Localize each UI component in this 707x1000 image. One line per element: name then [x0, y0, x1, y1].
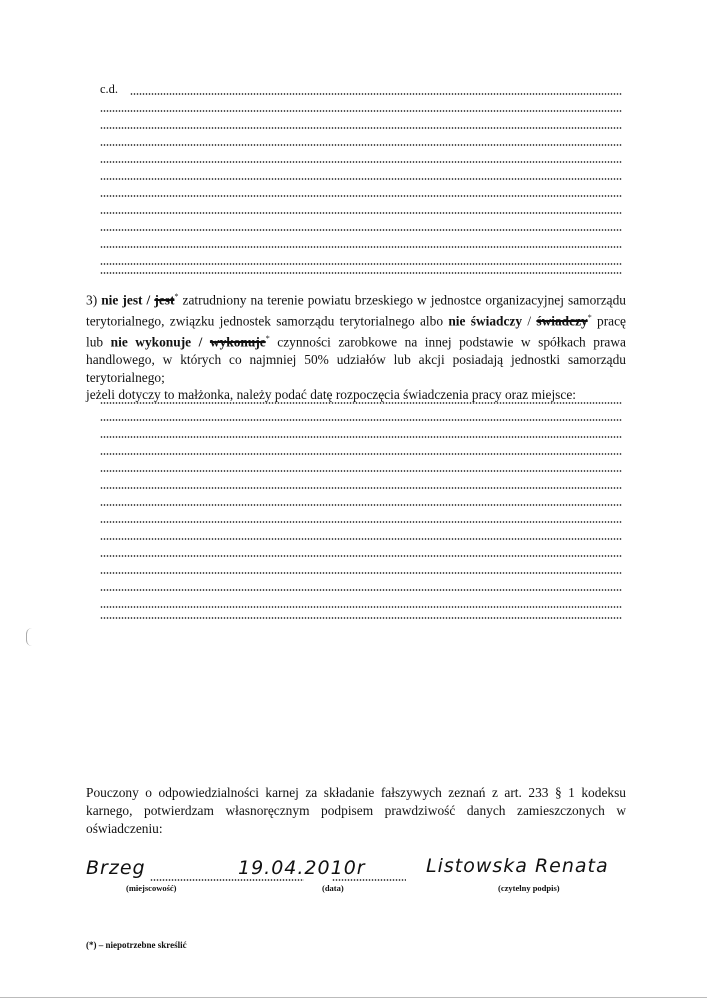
scan-edge — [0, 997, 707, 998]
signature-handwritten: Listowska Renata — [426, 855, 609, 877]
asterisk: * — [265, 334, 270, 344]
dotted-line — [100, 436, 622, 438]
item-3-paragraph — [86, 288, 626, 404]
dotted-line — [100, 470, 622, 472]
option-nie-swiadczy: nie świadczy — [448, 313, 523, 329]
slash: / — [522, 313, 537, 329]
dotted-line — [100, 487, 622, 489]
place-dotted-line — [150, 879, 304, 881]
dotted-line — [100, 263, 622, 265]
item-text-1: zatrudniony na terenie powiatu brzeskiego w jednostce organizacyjnej samorządu terytorialnego, związku jednostek samorządu terytorialnego albo — [86, 292, 627, 329]
dotted-line — [100, 555, 622, 557]
footnote: (*) – niepotrzebne skreślić — [86, 940, 187, 950]
dotted-line — [100, 212, 622, 214]
dotted-line — [100, 521, 622, 523]
dotted-line — [100, 246, 622, 248]
dotted-line — [100, 272, 622, 274]
dotted-line — [100, 419, 622, 421]
dotted-line — [100, 606, 622, 608]
option-wykonuje-struck: wykonuje — [209, 334, 266, 350]
place-handwritten: Brzeg — [86, 857, 146, 879]
dotted-line — [100, 617, 622, 619]
date-caption: (data) — [322, 883, 344, 893]
dotted-line — [100, 195, 622, 197]
option-nie-jest: nie jest / — [101, 292, 151, 308]
spouse-note: jeżeli dotyczy to małżonka, należy podać datę rozpoczęcia świadczenia pracy oraz miejsce: — [86, 387, 576, 403]
dotted-line — [100, 589, 622, 591]
item-number: 3) — [86, 292, 98, 308]
item-text-3: czynności zarobkowe na innej podstawie w spółkach prawa handlowego, w których co najmniej 50% udziałów lub akcji posiadają jednostki samorządu terytorialnego; — [86, 334, 626, 385]
signature-caption: (czytelny podpis) — [498, 883, 560, 893]
signature-row — [86, 855, 646, 915]
dotted-line — [100, 538, 622, 540]
dotted-line — [100, 144, 622, 146]
option-jest-struck: jest — [154, 292, 175, 308]
date-handwritten: 19.04.2010r — [238, 857, 366, 879]
dotted-line — [100, 229, 622, 231]
dotted-line — [100, 453, 622, 455]
continued-label: c.d. — [100, 82, 119, 96]
liability-statement: Pouczony o odpowiedzialności karnej za składanie fałszywych zeznań z art. 233 § 1 kodeksu karnego, potwierdzam własnoręcznym podpisem prawdziwość danych zamieszczonych w oświadczeniu: — [86, 785, 626, 836]
dotted-line — [100, 178, 622, 180]
dotted-line — [100, 504, 622, 506]
asterisk: * — [174, 292, 179, 301]
dotted-line — [100, 572, 622, 574]
option-swiadczy-struck: świadczy — [536, 313, 588, 329]
option-nie-wykonuje: nie wykonuje / — [110, 334, 203, 350]
dotted-line — [130, 93, 622, 95]
date-dotted-line — [332, 879, 406, 881]
dotted-line — [100, 161, 622, 163]
scan-mark — [26, 628, 33, 646]
asterisk: * — [587, 313, 592, 323]
dotted-line — [100, 110, 622, 112]
item-text-2: pracę lub — [86, 313, 626, 350]
dotted-line — [100, 127, 622, 129]
dotted-line — [100, 402, 622, 404]
place-caption: (miejscowość) — [126, 883, 177, 893]
